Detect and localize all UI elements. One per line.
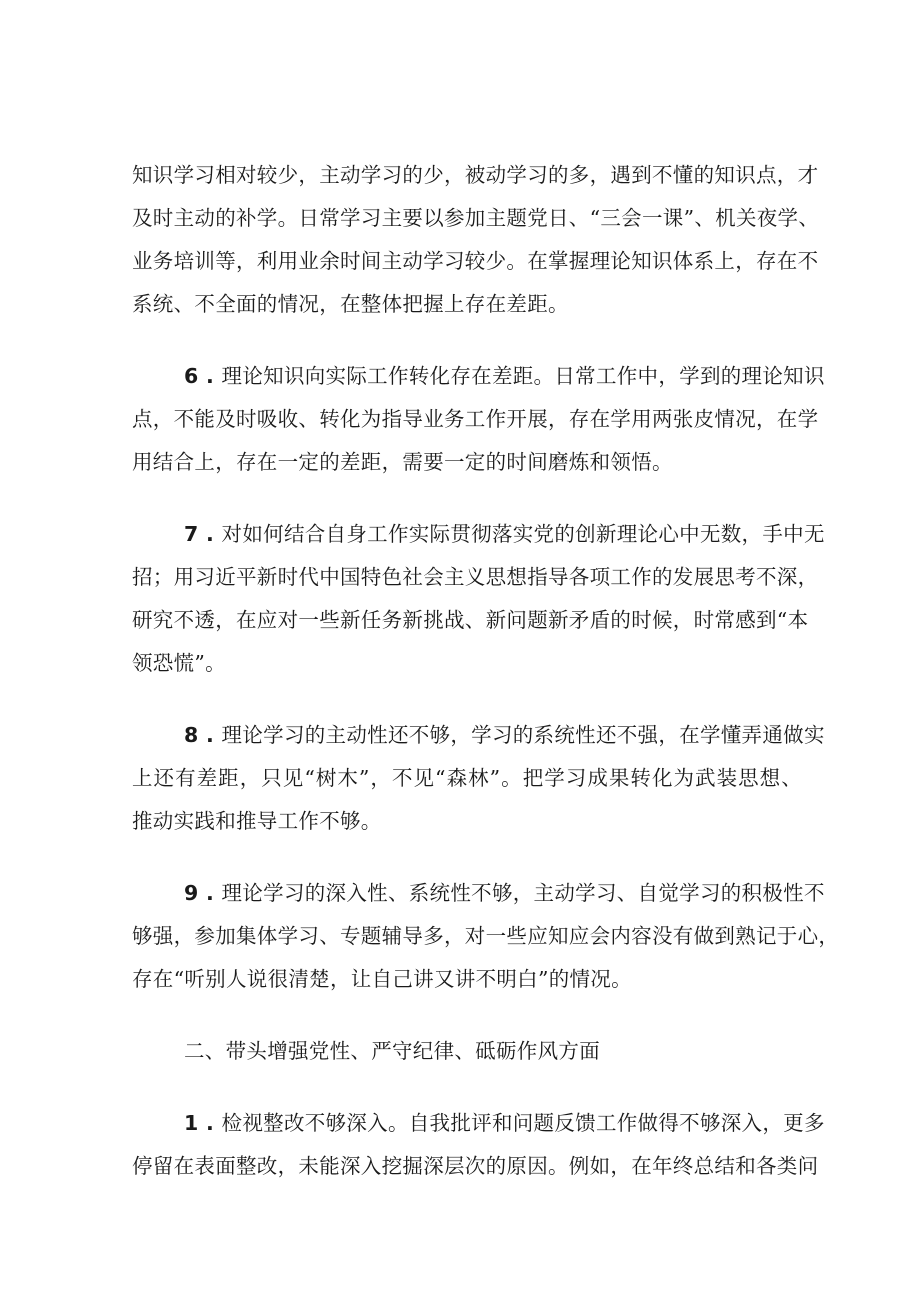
paragraph-line: 点，不能及时吸收、转化为指导业务工作开展，存在学用两张皮情况，在学 — [132, 407, 819, 431]
paragraph-line: 招；用习近平新时代中国特色社会主义思想指导各项工作的发展思考不深， — [132, 565, 819, 589]
paragraph-line-text: 理论学习的深入性、系统性不够，主动学习、自觉学习的积极性不 — [221, 881, 825, 905]
paragraph-line: 推动实践和推导工作不够。 — [132, 809, 382, 833]
paragraph-line-text: 理论知识向实际工作转化存在差距。日常工作中，学到的理论知识 — [221, 364, 825, 388]
paragraph-line: 够强，参加集体学习、专题辅导多，对一些应知应会内容没有做到熟记于心， — [132, 924, 840, 948]
item-number: 6 — [184, 364, 199, 388]
paragraph-first-line: 9 . 理论学习的深入性、系统性不够，主动学习、自觉学习的积极性不 — [184, 881, 825, 905]
paragraph-line: 知识学习相对较少，主动学习的少，被动学习的多，遇到不懂的知识点，才 — [132, 163, 819, 187]
paragraph-line-text: 检视整改不够深入。自我批评和问题反馈工作做得不够深入，更多 — [221, 1111, 825, 1135]
paragraph-line: 用结合上，存在一定的差距，需要一定的时间磨炼和领悟。 — [132, 450, 673, 474]
paragraph-line-text: 对如何结合自身工作实际贯彻落实党的创新理论心中无数，手中无 — [221, 522, 825, 546]
item-number: 7 — [184, 522, 199, 546]
item-number: 9 — [184, 881, 199, 905]
section-heading: 二、带头增强党性、严守纪律、砥砺作风方面 — [184, 1039, 600, 1063]
paragraph-line: 领恐慌”。 — [132, 651, 226, 675]
paragraph-line: 上还有差距，只见“树木”，不见“森林”。把学习成果转化为武装思想、 — [132, 766, 802, 790]
paragraph-line: 停留在表面整改，未能深入挖掘深层次的原因。例如，在年终总结和各类问 — [132, 1154, 819, 1178]
paragraph-first-line: 8 . 理论学习的主动性还不够，学习的系统性还不强，在学懂弄通做实 — [184, 723, 825, 747]
paragraph-first-line: 1 . 检视整改不够深入。自我批评和问题反馈工作做得不够深入，更多 — [184, 1111, 825, 1135]
paragraph-line: 系统、不全面的情况，在整体把握上存在差距。 — [132, 292, 569, 316]
paragraph-line: 及时主动的补学。日常学习主要以参加主题党日、“三会一课”、机关夜学、 — [132, 206, 820, 230]
item-number: 1 — [184, 1111, 199, 1135]
item-number: 8 — [184, 723, 199, 747]
paragraph-line: 研究不透，在应对一些新任务新挑战、新问题新矛盾的时候，时常感到“本 — [132, 608, 809, 632]
paragraph-line: 业务培训等，利用业余时间主动学习较少。在掌握理论知识体系上，存在不 — [132, 249, 819, 273]
paragraph-line: 存在“听别人说很清楚，让自己讲又讲不明白”的情况。 — [132, 967, 632, 991]
paragraph-first-line: 6 . 理论知识向实际工作转化存在差距。日常工作中，学到的理论知识 — [184, 364, 825, 388]
paragraph-first-line: 7 . 对如何结合自身工作实际贯彻落实党的创新理论心中无数，手中无 — [184, 522, 825, 546]
paragraph-line-text: 理论学习的主动性还不够，学习的系统性还不强，在学懂弄通做实 — [221, 723, 825, 747]
